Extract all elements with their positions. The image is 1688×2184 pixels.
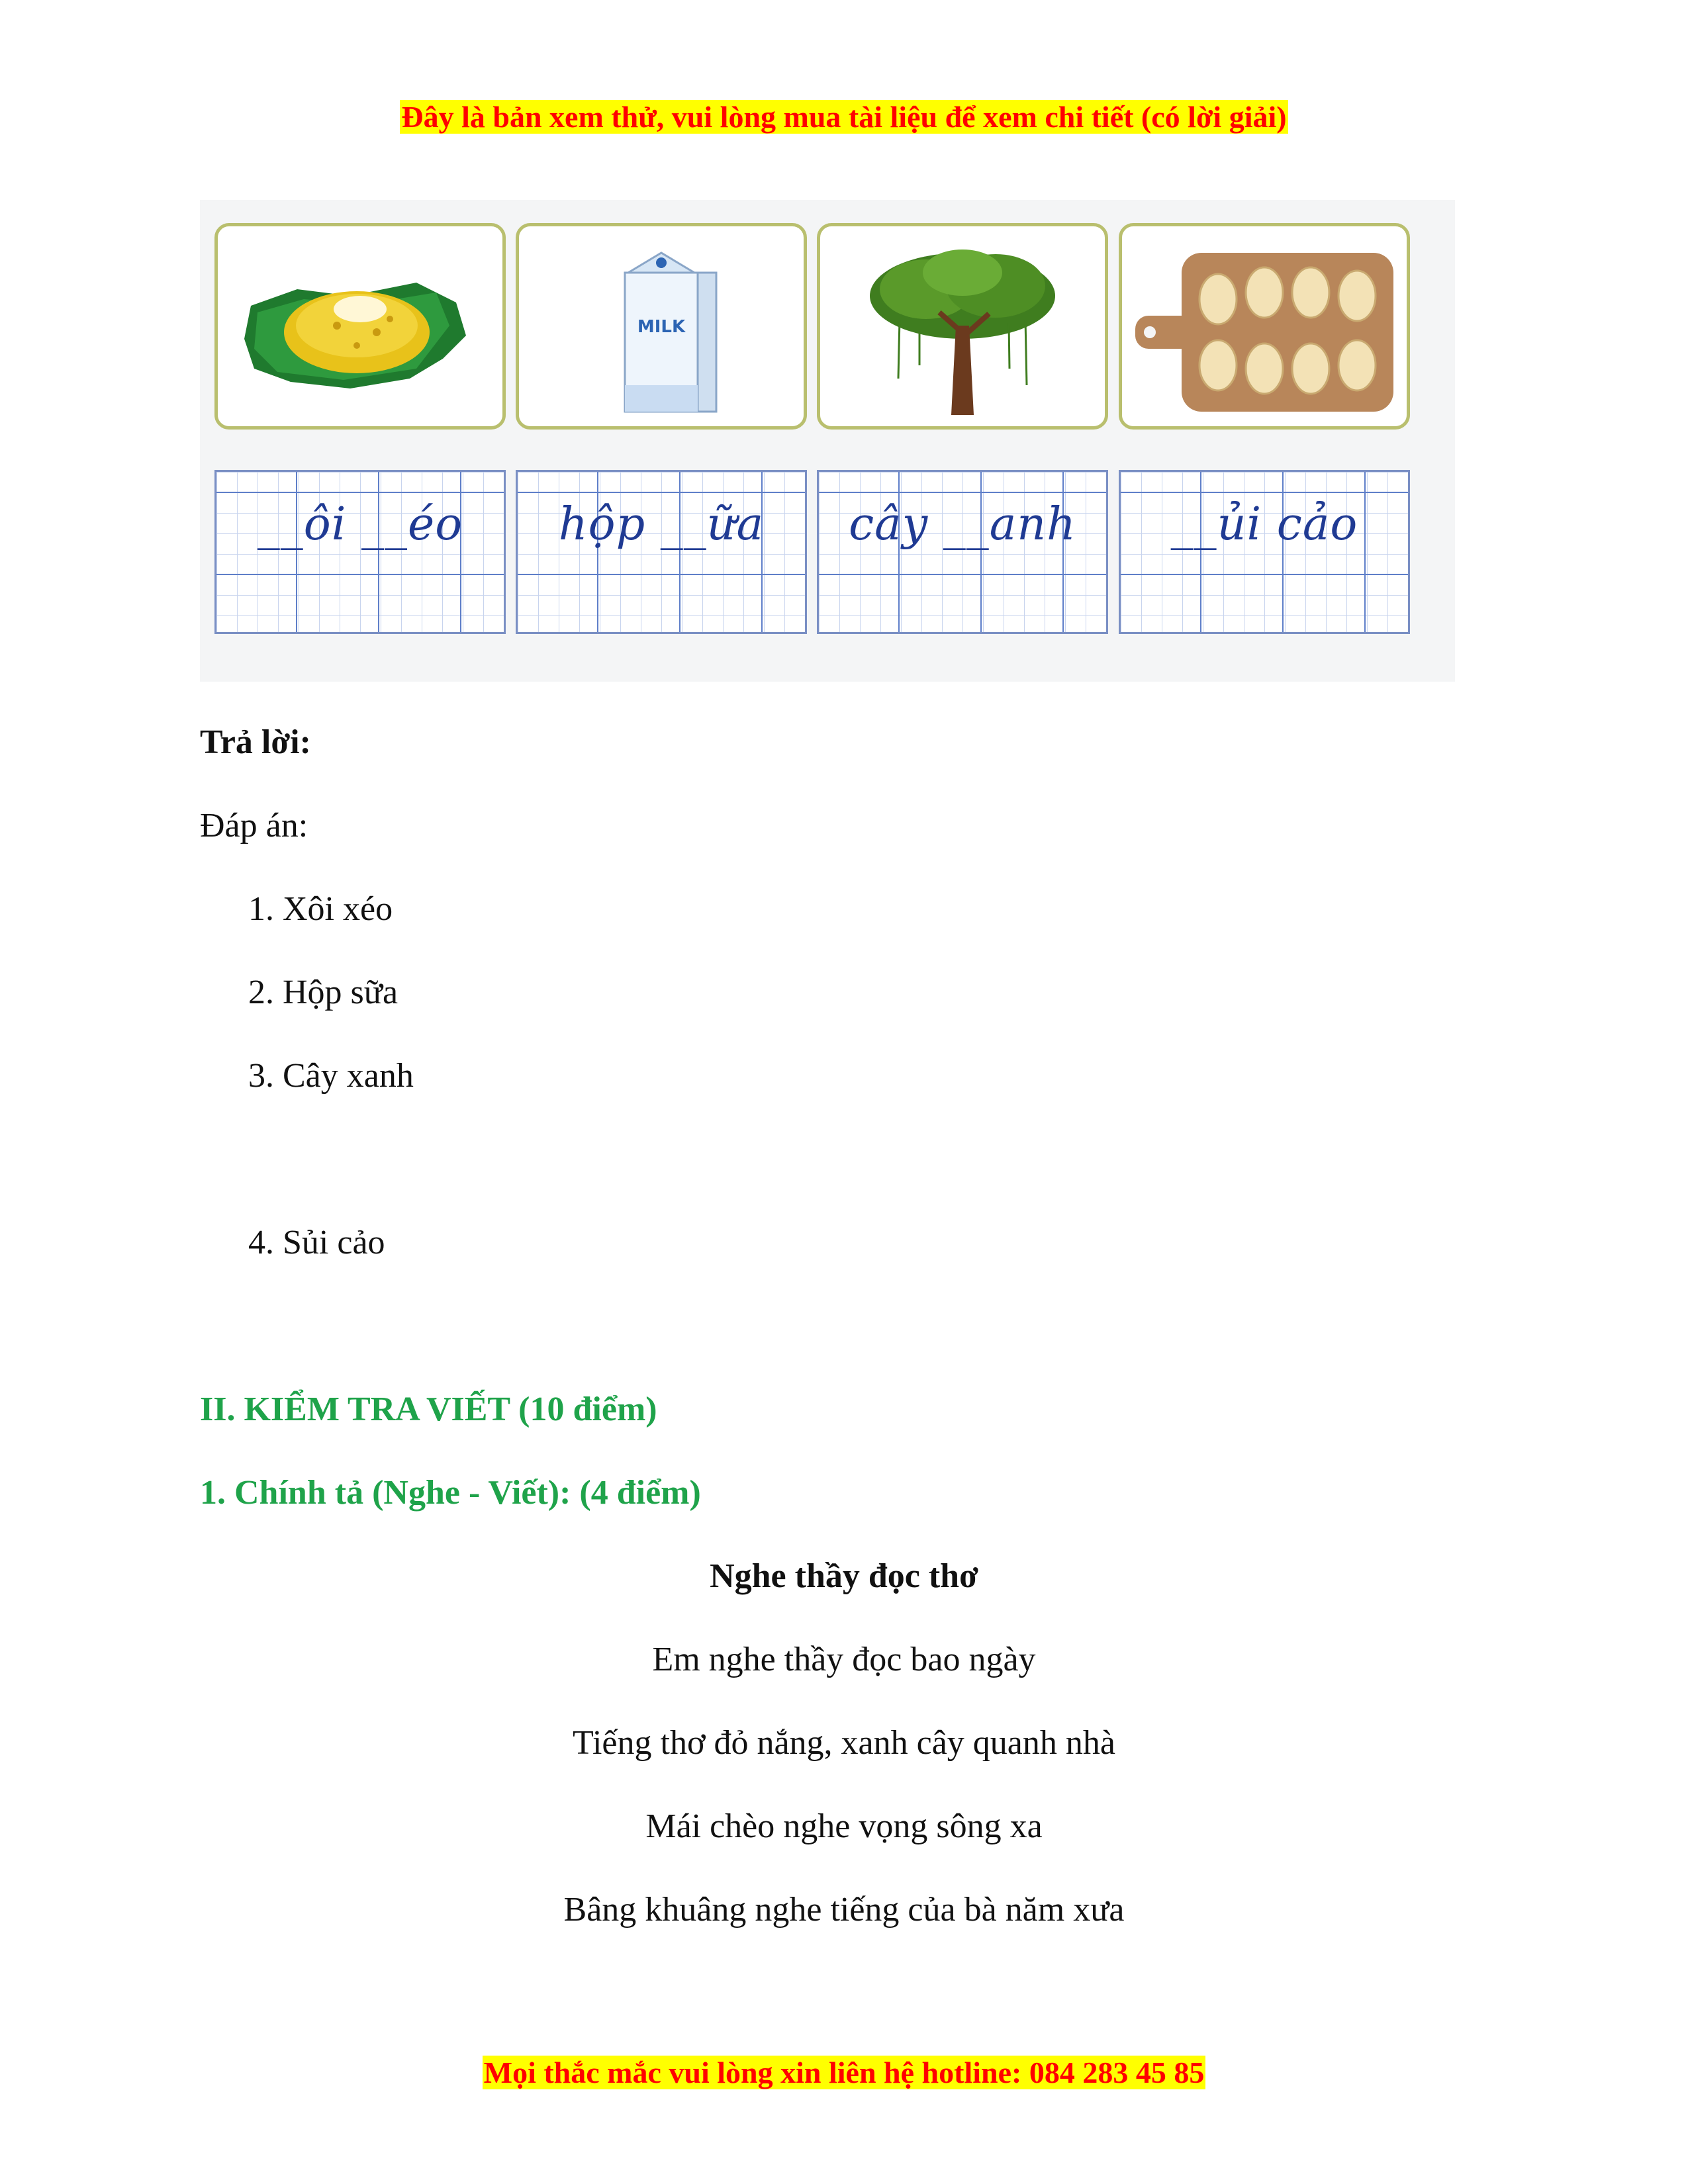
answer-item-2: 2. Hộp sữa	[248, 974, 399, 1011]
answer-item-1: 1. Xôi xéo	[248, 890, 393, 928]
hotline-notice-text: Mọi thắc mắc vui lòng xin liên hệ hotline: 084 283 45 85	[483, 2056, 1205, 2089]
fill-blank-word-1: __ôi __éo	[257, 498, 463, 551]
milk-carton-icon	[519, 226, 804, 426]
section-subtitle: 1. Chính tả (Nghe - Viết): (4 điểm)	[200, 1474, 701, 1512]
tree-icon	[820, 226, 1105, 426]
answer-intro: Đáp án:	[200, 807, 308, 844]
fill-blank-word-2: hộp __ữa	[558, 498, 765, 551]
xoi-xeo-icon	[218, 226, 502, 426]
poem-line-1: Em nghe thầy đọc bao ngày	[652, 1641, 1036, 1678]
writing-grid-3	[817, 470, 1108, 634]
answer-item-4: 4. Sủi cảo	[248, 1224, 385, 1261]
answer-heading: Trả lời:	[200, 723, 311, 761]
poem-title: Nghe thầy đọc thơ	[710, 1557, 978, 1595]
picture-card-3	[817, 223, 1108, 430]
dumplings-icon	[1122, 226, 1407, 426]
writing-grid-2	[516, 470, 807, 634]
picture-card-2	[516, 223, 807, 430]
poem-line-2: Tiếng thơ đỏ nắng, xanh cây quanh nhà	[573, 1724, 1115, 1762]
hotline-notice	[0, 2055, 1688, 2090]
section-title: II. KIỂM TRA VIẾT (10 điểm)	[200, 1390, 657, 1428]
picture-card-1	[214, 223, 506, 430]
answer-item-3: 3. Cây xanh	[248, 1057, 414, 1095]
preview-notice	[0, 99, 1688, 134]
milk-label: MILK	[637, 317, 686, 337]
exercise-image	[200, 200, 1455, 682]
poem-line-3: Mái chèo nghe vọng sông xa	[645, 1807, 1043, 1845]
preview-notice-text: Đây là bản xem thử, vui lòng mua tài liệu để xem chi tiết (có lời giải)	[401, 100, 1287, 134]
writing-grid-1	[214, 470, 506, 634]
writing-grid-4	[1119, 470, 1410, 634]
poem-line-4: Bâng khuâng nghe tiếng của bà năm xưa	[563, 1891, 1125, 1929]
fill-blank-word-4: __ủi cảo	[1170, 498, 1358, 551]
fill-blank-word-3: cây __anh	[849, 498, 1076, 551]
picture-card-4	[1119, 223, 1410, 430]
